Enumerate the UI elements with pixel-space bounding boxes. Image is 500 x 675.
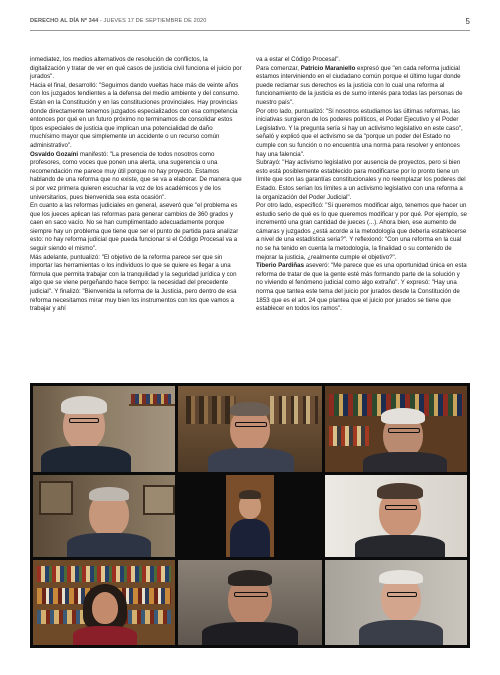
paragraph: Subrayó: "Hay activismo legislativo por ausencia de proyectos, pero si bien esto está posiblemente establecido para modificarse por lo pronto tiene un límite que son las garantías constitucionales y no reemplazar los poderes del Estado. Estos serían los límites a un activismo legislativo con una reforma a la organización del Poder Judicial". (256, 159, 466, 201)
publication-name: DERECHO AL DÍA Nº 344 (30, 18, 99, 24)
paragraph: Tiberio Pardiñas aseveró: "Me parece que es una oportunidad única en esta reforma de tratar de que la gente esté más formando parte de la solución y no viviendo el fenómeno judicial como algo extraño". Y expresó: "Hay una norma que tantea este tema del juicio por jurados desde la Constitución de 1853 que es el art. 24 que plantea que el juicio por jurados se tiene que establecer en todos los ramos". (256, 262, 467, 313)
participant-tile (325, 560, 467, 645)
page-header (30, 18, 470, 30)
participant-tile (325, 386, 467, 472)
paragraph: Para comenzar, Patricio Maraniello expresó que "en cada reforma judicial estamos interviniendo en el ciudadano común porque el último lugar donde puede reclamar sus derechos es la justicia con lo cual una reforma al funcionamiento de la justicia es de sumo interés para todas las personas de nuestro país". (256, 64, 463, 106)
speaker-name: Tiberio Pardiñas (256, 262, 305, 270)
participant-tile (178, 386, 322, 472)
publication-date: - JUEVES 17 DE SEPTIEMBRE DE 2020 (98, 18, 207, 24)
participant-tile (178, 560, 322, 645)
participant-tile (33, 560, 175, 645)
speaker-name: Osvaldo Gozaíni (30, 150, 79, 158)
paragraph: En cuanto a las reformas judiciales en general, aseveró que "el problema es que los jueces aplican las reformas para generar cambios de 360 grados y caen en saco vacío. No se han cumplimentado adecuadamente porque siempre hay un problema que tiene que ser el punto de partida para analizar esto: no hay reforma judicial que pueda funcionar si el Código Procesal va a seguir siendo el mismo". (30, 202, 239, 253)
header-rule (30, 30, 470, 31)
paragraph: Por otro lado, especificó: "Si queremos modificar algo, tenemos que hacer un estudio serio de qué es lo que queremos modificar y por qué. Por ejemplo, se incrementó una gran cantidad de jueces (...). Ahora bien, ese aumento de cámaras y juzgados ¿está acorde a la metodología que debería establecerse a nivel de una estadística seria?". Y reflexionó: "Con una reforma en la cual no se ha tenido en cuenta la metodología, la finalidad o su contenido de mejorar la justicia, ¿realmente cumple el objetivo?". (256, 202, 467, 261)
participant-tile (325, 475, 467, 557)
participant-tile (33, 475, 175, 557)
videoconference-photo (30, 383, 470, 648)
paragraph: Hacia el final, desarrolló: "Seguimos dando vueltas hace más de veinte años con los juzgados tendientes a la defensa del medio ambiente y del consumo. Están en la Constitución y en las constituciones provinciales. Hay provincias donde directamente tenemos juzgados especializados con esa competencia entonces por qué en un futuro próximo no terminamos de consolidar estos tipos especiales de justicia que implican una potencialidad de daño muchísimo mayor que simplemente un accidente o un recurso común administrativo". (30, 81, 240, 149)
paragraph: va a estar el Código Procesal". (256, 56, 341, 63)
paragraph: Por otro lado, puntualizó: "Si nosotros estudiamos las últimas reformas, las iniciativas surgieron de los poderes políticos, el Poder Ejecutivo y el Poder Legislativo. Y la pregunta sería si hay un activismo legislativo en este caso", señaló y explicó que el activismo se da "porque un poder del Estado no cumple con su función o no encuentra una norma para resolver y entonces hay una falencia". (256, 107, 463, 158)
article-column-left (30, 56, 242, 314)
speaker-name: Patricio Maraniello (300, 64, 356, 72)
paragraph: Osvaldo Gozaíni manifestó: "La presencia de todos nosotros como profesores, como voces que ponen una alerta, una sugerencia o una recomendación me parece muy útil porque no hay proyecto. Estamos hablando de una reforma que no existe, que se va a elaborar. De manera que si por vez primera quieren escuchar la voz de los académicos y de los universitarios, pues bienvenida sea esta ocasión". (30, 150, 242, 201)
paragraph: inmediatez, los medios alternativos de resolución de conflictos, la digitalización y tratar de ver en qué casos de justicia civil funciona el juicio por jurados". (30, 56, 242, 81)
participant-tile (33, 386, 175, 472)
paragraph: Más adelante, puntualizó: "El objetivo de la reforma parece ser que sin importar las herramientas o los individuos lo que se quiere es llegar a una fórmula que permita trabajar con la tranquilidad y la seguridad jurídica y con algo que se viene pergeñando hace tiempo: la necesidad del precedente judicial". Y finalizó: "Bienvenida la reforma de la Justicia, pero dentro de esa reforma necesitamos mirar muy bien los instrumentos con los que vamos a trabajar y ahí (30, 253, 237, 313)
participant-tile (226, 475, 274, 557)
page-number: 5 (465, 17, 470, 26)
article-column-right (256, 56, 468, 314)
